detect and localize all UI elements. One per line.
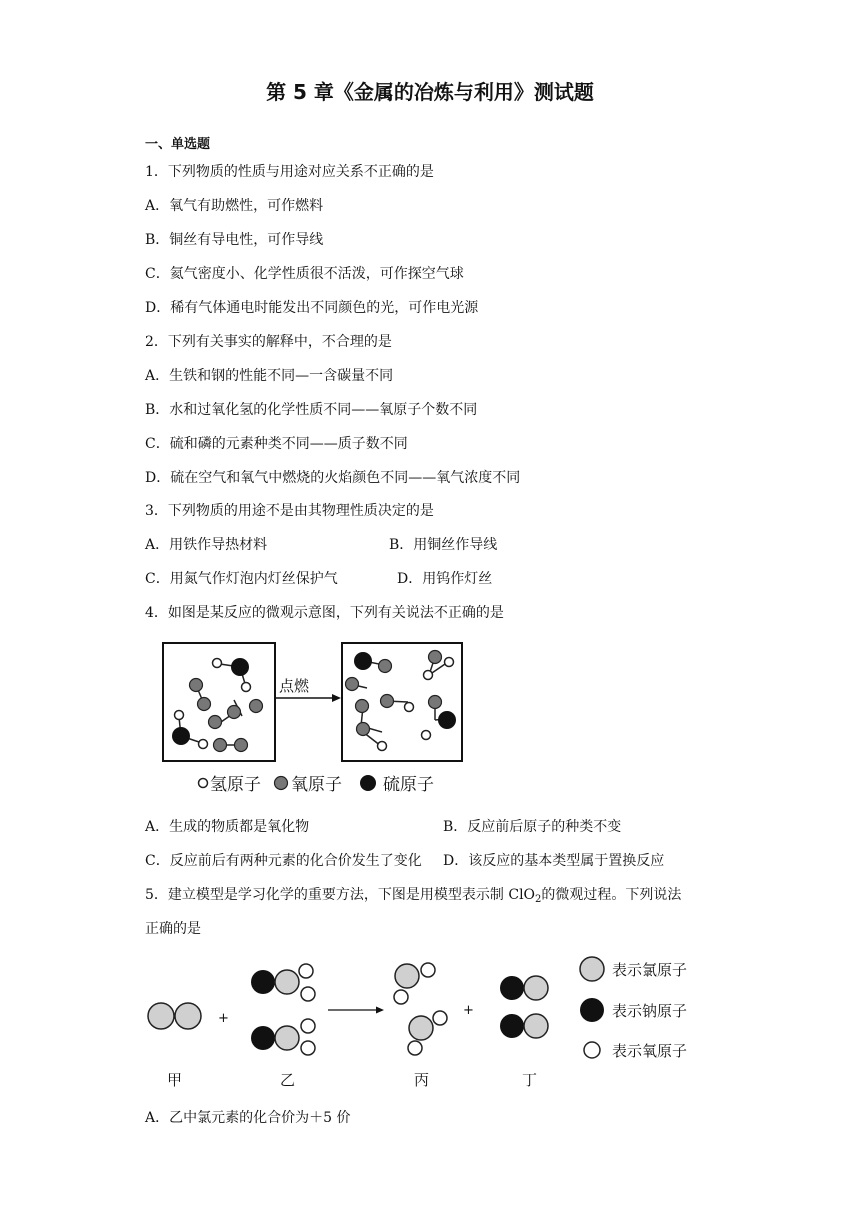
label-jia: 甲 bbox=[167, 1071, 183, 1089]
q5-stem-line1 bbox=[145, 886, 681, 909]
reaction-condition: 点燃 bbox=[279, 677, 310, 695]
q2-option-a: A．生铁和钢的性能不同—一含碳量不同 bbox=[145, 368, 394, 384]
q3-option-d: D．用钨作灯丝 bbox=[397, 571, 493, 587]
q1-option-a: A．氧气有助燃性，可作燃料 bbox=[145, 198, 324, 214]
q4-option-c: C．反应前后有两种元素的化合价发生了变化 bbox=[145, 853, 422, 869]
q2-option-d: D．硫在空气和氧气中燃烧的火焰颜色不同——氧气浓度不同 bbox=[145, 470, 521, 486]
sulfur-legend-icon bbox=[360, 775, 376, 791]
hydrogen-legend-icon bbox=[199, 779, 208, 788]
q4-option-d: D．该反应的基本类型属于置换反应 bbox=[443, 853, 665, 869]
page-title: 第 5 章《金属的冶炼与利用》测试题 bbox=[266, 80, 594, 104]
legend-oxygen: 表示氧原子 bbox=[612, 1042, 688, 1060]
q2-option-c: C．硫和磷的元素种类不同——质子数不同 bbox=[145, 436, 408, 452]
q1-stem: 1．下列物质的性质与用途对应关系不正确的是 bbox=[145, 164, 434, 180]
legend-oxygen: 氧原子 bbox=[291, 775, 342, 795]
chemical-formula: ClO$_2$ bbox=[508, 887, 542, 905]
sodium-legend-icon bbox=[580, 998, 604, 1022]
q5-option-a: A．乙中氯元素的化合价为＋5 价 bbox=[145, 1110, 351, 1126]
legend-sodium: 表示钠原子 bbox=[612, 1002, 688, 1020]
q4-option-a: A．生成的物质都是氧化物 bbox=[145, 819, 310, 835]
q4-stem: 4．如图是某反应的微观示意图，下列有关说法不正确的是 bbox=[145, 605, 504, 621]
q3-option-a: A．用铁作导热材料 bbox=[145, 537, 268, 553]
section-heading: 一、单选题 bbox=[145, 137, 211, 152]
q5-stem-part1: 5．建立模型是学习化学的重要方法，下图是用模型表示制 bbox=[145, 887, 504, 903]
q5-stem-part2: 的微观过程。下列说法 bbox=[541, 887, 682, 903]
label-bing: 丙 bbox=[414, 1071, 430, 1089]
q4-reaction-figure bbox=[155, 640, 490, 805]
q2-option-b: B．水和过氧化氢的化学性质不同——氧原子个数不同 bbox=[145, 402, 478, 418]
chlorine-legend-icon bbox=[580, 957, 604, 981]
q1-option-d: D．稀有气体通电时能发出不同颜色的光，可作电光源 bbox=[145, 300, 479, 316]
q5-model-figure bbox=[140, 945, 720, 1095]
oxygen-legend-icon bbox=[584, 1042, 600, 1058]
q1-option-b: B．铜丝有导电性，可作导线 bbox=[145, 232, 324, 248]
q2-stem: 2．下列有关事实的解释中，不合理的是 bbox=[145, 334, 392, 350]
legend-chlorine: 表示氯原子 bbox=[612, 961, 688, 979]
plus-sign-1: + bbox=[218, 1011, 229, 1026]
plus-sign-2: + bbox=[463, 1003, 474, 1018]
q4-option-b: B．反应前后原子的种类不变 bbox=[443, 819, 622, 835]
oxygen-legend-icon bbox=[275, 777, 288, 790]
label-ding: 丁 bbox=[522, 1071, 538, 1089]
q3-option-b: B．用铜丝作导线 bbox=[389, 537, 498, 553]
q3-stem: 3．下列物质的用途不是由其物理性质决定的是 bbox=[145, 503, 434, 519]
label-yi: 乙 bbox=[280, 1071, 296, 1089]
q5-stem-line2: 正确的是 bbox=[145, 921, 201, 937]
q3-option-c: C．用氮气作灯泡内灯丝保护气 bbox=[145, 571, 338, 587]
legend-sulfur: 硫原子 bbox=[383, 775, 434, 795]
q1-option-c: C．氦气密度小、化学性质很不活泼，可作探空气球 bbox=[145, 266, 464, 282]
legend-hydrogen: 氢原子 bbox=[210, 775, 261, 795]
